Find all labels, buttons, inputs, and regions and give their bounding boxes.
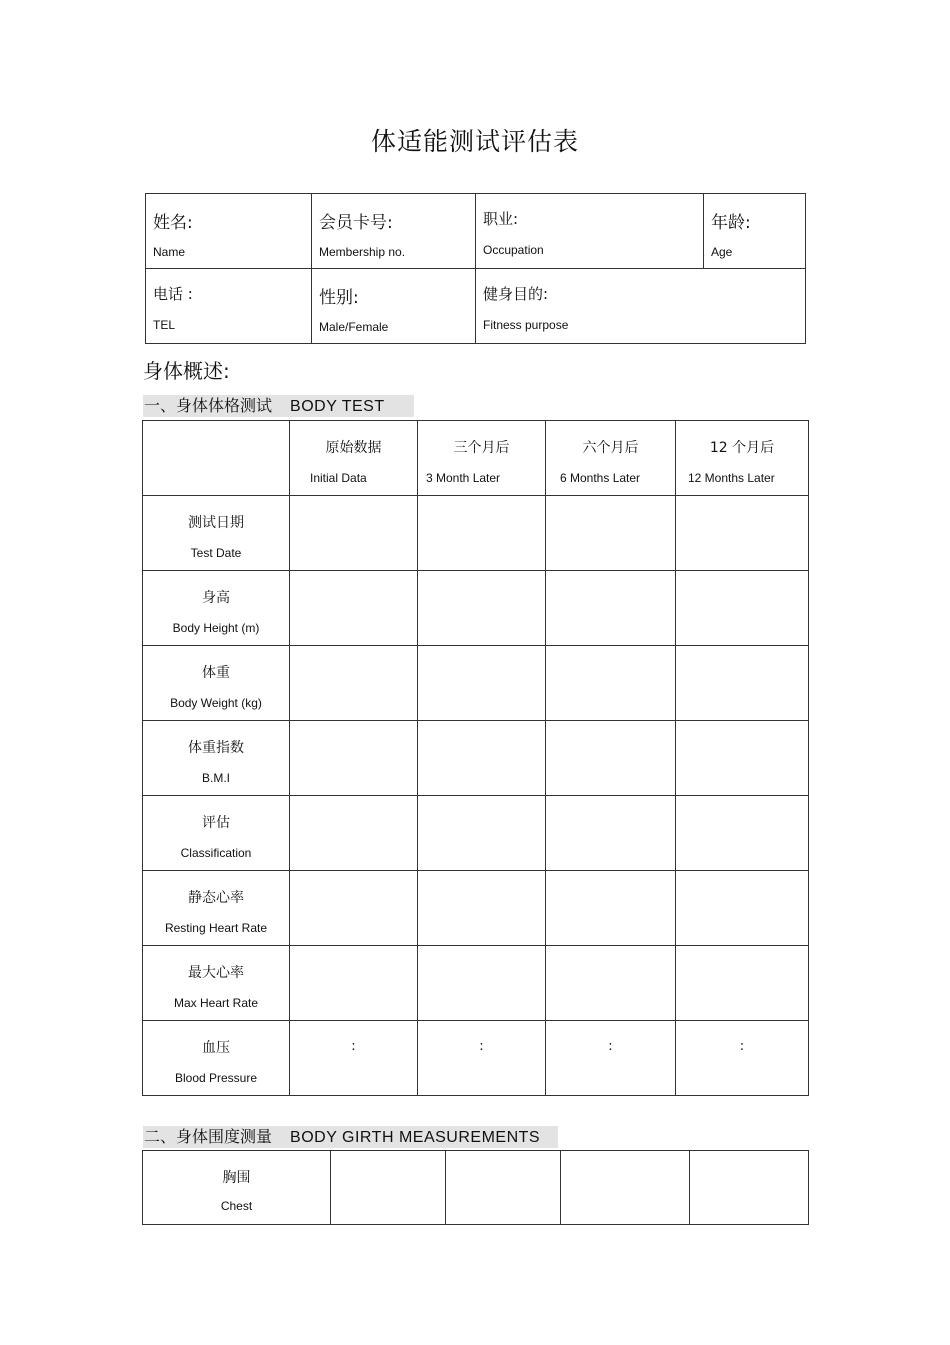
data-cell[interactable] [446,1151,561,1225]
row-label-zh: 评估 [202,815,230,831]
occupation-label-zh: 职业: [483,210,519,228]
bp-separator: : [479,1039,484,1054]
column-header-initial [290,421,418,496]
gender-label-en: Male/Female [319,320,389,334]
row-label-zh: 身高 [202,590,230,606]
header-blank-cell [143,421,290,496]
row-label-zh: 静态心率 [188,890,244,906]
data-cell[interactable] [418,871,546,946]
girth-heading [143,1126,558,1148]
row-label-body-height [143,571,290,646]
data-cell[interactable] [290,946,418,1021]
data-cell[interactable] [676,721,809,796]
fitness-purpose-label-zh: 健身目的: [483,285,549,303]
girth-heading-zh: 二、身体围度测量 [144,1127,273,1146]
tel-label-zh: 电话 : [153,285,193,303]
data-cell[interactable] [290,646,418,721]
tel-label-en: TEL [153,318,176,332]
column-header-en: 12 Months Later [688,471,775,485]
row-label-body-weight [143,646,290,721]
occupation-label-en: Occupation [483,243,544,257]
age-field[interactable] [704,194,806,269]
membership-label-en: Membership no. [319,245,406,259]
data-cell[interactable] [676,571,809,646]
table-row [143,646,809,721]
overview-heading: 身体概述: [143,359,230,383]
row-label-en: Test Date [190,546,242,560]
page-title: 体适能测试评估表 [370,127,579,156]
body-test-table [142,420,809,1096]
data-cell[interactable] [546,721,676,796]
data-cell[interactable] [546,571,676,646]
data-cell[interactable] [676,796,809,871]
data-cell[interactable] [290,871,418,946]
column-header-zh: 三个月后 [453,440,510,456]
bp-separator: : [351,1039,356,1054]
table-row [143,796,809,871]
data-cell[interactable] [418,571,546,646]
column-header-6-month [546,421,676,496]
column-header-zh: 12 个月后 [709,440,775,456]
row-label-en: Body Height (m) [172,621,260,635]
data-cell[interactable] [676,871,809,946]
data-cell[interactable] [546,646,676,721]
membership-label-zh: 会员卡号: [319,213,393,233]
data-cell[interactable] [546,1021,676,1096]
age-label-zh: 年龄: [711,213,751,233]
bp-separator: : [608,1039,613,1054]
name-field[interactable] [146,194,312,269]
occupation-field[interactable] [476,194,704,269]
row-label-en: Classification [180,846,252,860]
row-label-zh: 测试日期 [188,515,244,531]
data-cell[interactable] [676,496,809,571]
body-test-heading-en: BODY TEST [290,398,385,415]
data-cell[interactable] [418,946,546,1021]
data-cell[interactable] [676,646,809,721]
table-row [143,571,809,646]
data-cell[interactable] [418,1021,546,1096]
data-cell[interactable] [418,796,546,871]
tel-field[interactable] [146,269,312,344]
column-header-3-month [418,421,546,496]
bp-separator: : [739,1039,745,1054]
row-label-en: Resting Heart Rate [164,921,268,935]
data-cell[interactable] [418,646,546,721]
row-label-en: Body Weight (kg) [170,696,262,710]
membership-field[interactable] [312,194,476,269]
data-cell[interactable] [676,946,809,1021]
data-cell[interactable] [418,721,546,796]
data-cell[interactable] [290,721,418,796]
data-cell[interactable] [290,796,418,871]
column-header-zh: 六个月后 [582,440,639,456]
column-header-12-month [676,421,809,496]
row-label-en: Blood Pressure [174,1071,258,1085]
fitness-purpose-field[interactable] [476,269,806,344]
row-label-bmi [143,721,290,796]
column-header-en: Initial Data [310,471,367,485]
fitness-purpose-label-en: Fitness purpose [483,318,569,332]
name-label-zh: 姓名: [153,213,193,233]
table-row [143,871,809,946]
girth-table [142,1150,809,1225]
row-label-max-heart-rate [143,946,290,1021]
row-label-test-date [143,496,290,571]
name-label-en: Name [153,245,186,259]
row-label-zh: 血压 [202,1040,230,1056]
data-cell[interactable] [546,496,676,571]
row-label-resting-heart-rate [143,871,290,946]
personal-info-table [145,193,806,344]
age-label-en: Age [711,245,733,259]
table-row [143,946,809,1021]
row-label-en: Max Heart Rate [173,996,259,1010]
row-label-en: B.M.I [201,771,230,785]
data-cell[interactable] [418,496,546,571]
column-header-zh: 原始数据 [325,440,382,456]
data-cell[interactable] [690,1151,809,1225]
data-cell[interactable] [546,946,676,1021]
data-cell[interactable] [290,1021,418,1096]
column-header-en: 3 Month Later [426,471,501,485]
column-header-en: 6 Months Later [560,471,641,485]
table-row [143,721,809,796]
row-label-chest [143,1151,331,1225]
data-cell[interactable] [546,796,676,871]
table-row [143,1021,809,1096]
data-cell[interactable] [676,1021,809,1096]
row-label-zh: 胸围 [222,1170,251,1186]
table-header-row [143,421,809,496]
data-cell[interactable] [561,1151,690,1225]
row-label-zh: 体重 [202,665,230,681]
row-label-blood-pressure [143,1021,290,1096]
row-label-zh: 体重指数 [188,740,244,756]
data-cell[interactable] [290,571,418,646]
data-cell[interactable] [331,1151,446,1225]
gender-field[interactable] [312,269,476,344]
row-label-zh: 最大心率 [188,965,244,981]
girth-heading-en: BODY GIRTH MEASUREMENTS [290,1129,541,1146]
body-test-heading [143,395,414,417]
table-row [143,1151,809,1225]
row-label-en: Chest [220,1199,253,1213]
row-label-classification [143,796,290,871]
data-cell[interactable] [290,496,418,571]
gender-label-zh: 性别: [319,288,359,308]
data-cell[interactable] [546,871,676,946]
table-row [143,496,809,571]
body-test-heading-zh: 一、身体体格测试 [144,396,273,415]
